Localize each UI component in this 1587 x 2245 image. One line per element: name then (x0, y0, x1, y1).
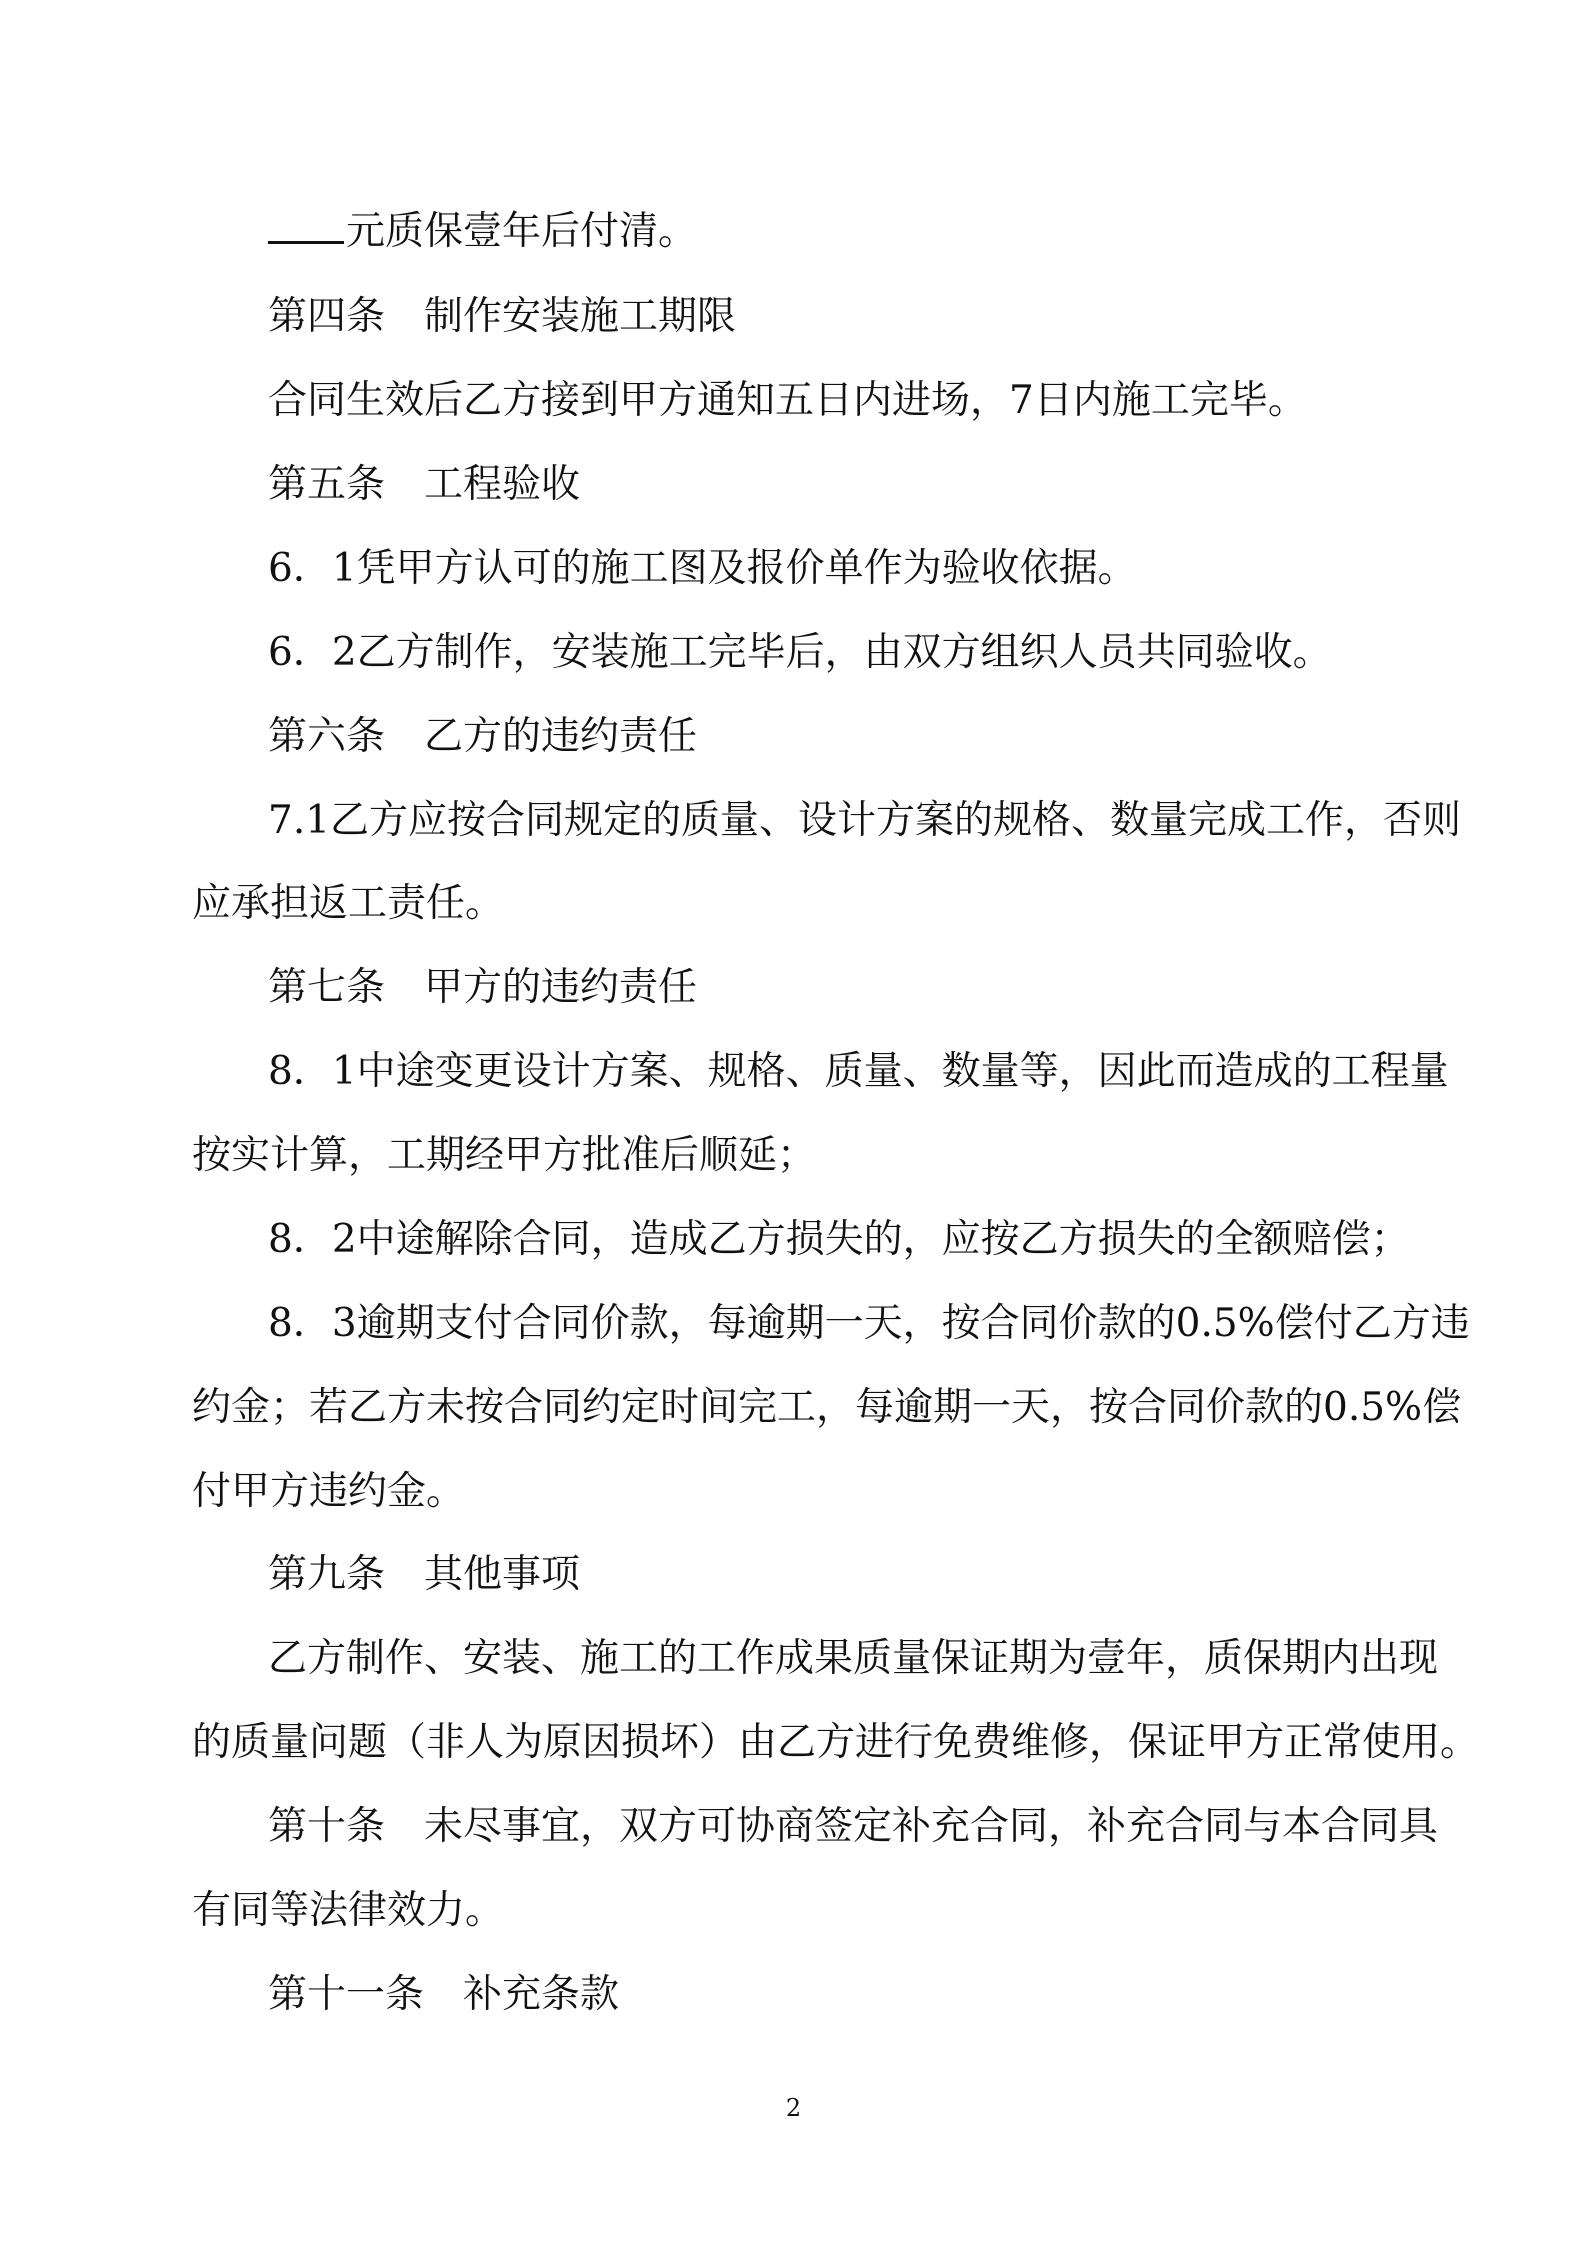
paragraph-line: 的质量问题（非人为原因损坏）由乙方进行免费维修，保证甲方正常使用。 (192, 1720, 1480, 1765)
paragraph-line: 约金；若乙方未按合同约定时间完工，每逾期一天，按合同价款的0.5%偿 (192, 1385, 1462, 1430)
paragraph-line (268, 207, 697, 257)
section-heading: 第九条 其他事项 (268, 1552, 581, 1597)
paragraph-line: 7.1乙方应按合同规定的质量、设计方案的规格、数量完成工作，否则 (268, 798, 1462, 843)
paragraph-line: 应承担返工责任。 (192, 881, 505, 926)
paragraph-line: 8．2中途解除合同，造成乙方损失的，应按乙方损失的全额赔偿； (268, 1217, 1410, 1262)
line-text: 元质保壹年后付清。 (346, 209, 698, 254)
paragraph-line: 8．1中途变更设计方案、规格、质量、数量等，因此而造成的工程量 (268, 1049, 1449, 1094)
fill-in-blank (268, 207, 344, 244)
section-heading: 第七条 甲方的违约责任 (268, 965, 698, 1010)
section-heading: 第十一条 补充条款 (268, 1972, 620, 2017)
paragraph-line: 合同生效后乙方接到甲方通知五日内进场，7日内施工完毕。 (268, 378, 1307, 423)
paragraph-line: 第十条 未尽事宜，双方可协商签定补充合同，补充合同与本合同具 (268, 1804, 1439, 1849)
section-heading: 第五条 工程验收 (268, 462, 581, 507)
section-heading: 第六条 乙方的违约责任 (268, 714, 698, 759)
paragraph-line: 付甲方违约金。 (192, 1469, 466, 1514)
paragraph-line: 6．2乙方制作，安装施工完毕后，由双方组织人员共同验收。 (268, 630, 1332, 675)
section-heading: 第四条 制作安装施工期限 (268, 294, 737, 339)
page-number: 2 (785, 2094, 802, 2122)
paragraph-line: 乙方制作、安装、施工的工作成果质量保证期为壹年，质保期内出现 (268, 1636, 1439, 1681)
paragraph-line: 8．3逾期支付合同价款，每逾期一天，按合同价款的0.5%偿付乙方违 (268, 1301, 1470, 1346)
paragraph-line: 按实计算，工期经甲方批准后顺延； (192, 1133, 817, 1178)
paragraph-line: 有同等法律效力。 (192, 1888, 505, 1933)
paragraph-line: 6．1凭甲方认可的施工图及报价单作为验收依据。 (268, 546, 1137, 591)
